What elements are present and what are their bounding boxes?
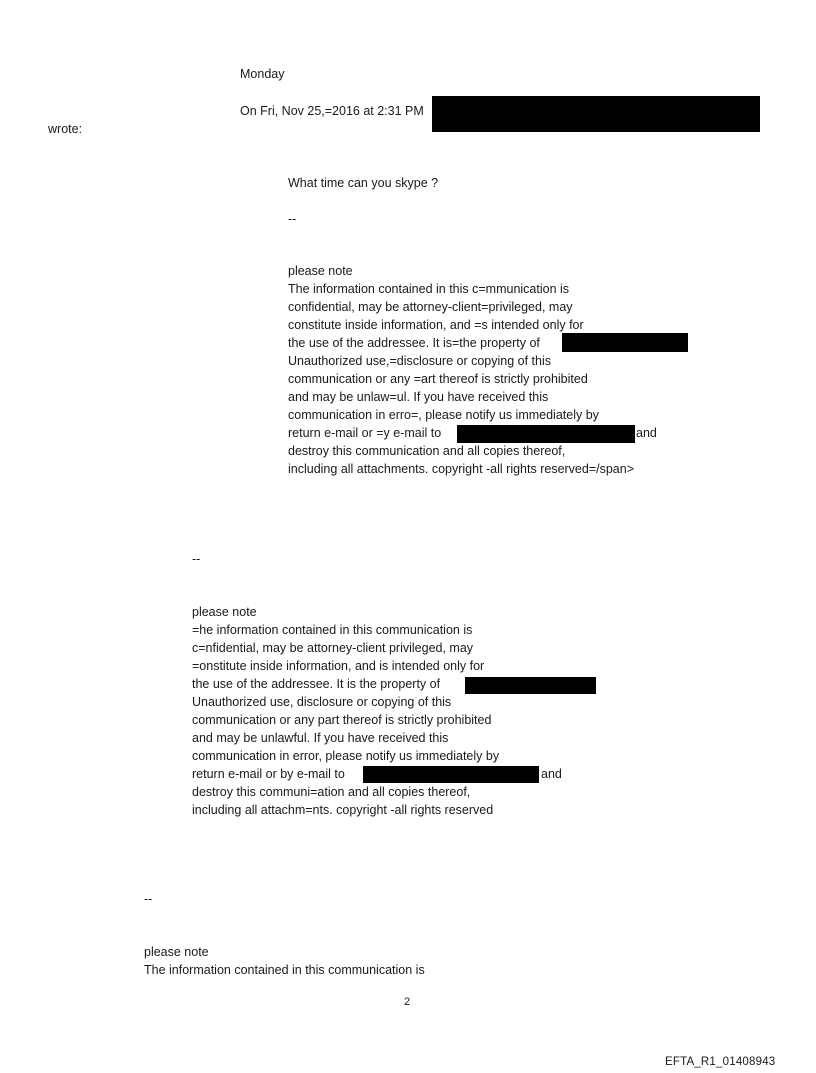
disclaimer-line: the use of the addressee. It is=the property of xyxy=(288,336,540,350)
redaction-email-2 xyxy=(363,766,539,783)
disclaimer-line: communication or any =art thereof is strictly prohibited xyxy=(288,372,588,386)
disclaimer-line: please note xyxy=(288,264,353,278)
disclaimer-line: return e-mail or by e-mail to xyxy=(192,767,345,781)
disclaimer-line-and: and xyxy=(541,767,562,781)
disclaimer-line: communication or any part thereof is strictly prohibited xyxy=(192,713,492,727)
reply-separator: -- xyxy=(288,212,297,226)
redaction-property-1 xyxy=(562,333,688,352)
disclaimer-line: please note xyxy=(144,945,209,959)
disclaimer-line: communication in erro=, please notify us immediately by xyxy=(288,408,599,422)
disclaimer-line: including all attachm=nts. copyright -all rights reserved xyxy=(192,803,494,817)
disclaimer-line: return e-mail or =y e-mail to xyxy=(288,426,442,440)
disclaimer-line: the use of the addressee. It is the property of xyxy=(192,677,441,691)
disclaimer-line: and may be unlawful. If you have received this xyxy=(192,731,449,745)
disclaimer-line: including all attachments. copyright -all rights reserved=/span> xyxy=(288,462,635,476)
wrote-label: wrote: xyxy=(48,122,83,136)
disclaimer-line: The information contained in this c=mmunication is xyxy=(288,282,570,296)
disclaimer-line: and may be unlaw=ul. If you have received this xyxy=(288,390,549,404)
disclaimer-line: constitute inside information, and =s intended only for xyxy=(288,318,584,332)
redaction-property-2 xyxy=(465,677,596,694)
document-id: EFTA_R1_01408943 xyxy=(665,1056,776,1068)
disclaimer-line: please note xyxy=(192,605,257,619)
disclaimer-line: communication in error, please notify us immediately by xyxy=(192,749,500,763)
disclaimer-line: =he information contained in this communication is xyxy=(192,623,473,637)
redaction-sender xyxy=(432,96,760,132)
disclaimer-line: Unauthorized use, disclosure or copying of this xyxy=(192,695,452,709)
disclaimer-line: destroy this communi=ation and all copies thereof, xyxy=(192,785,471,799)
separator-3: -- xyxy=(144,892,153,906)
day-label: Monday xyxy=(240,67,285,81)
disclaimer-line: Unauthorized use,=disclosure or copying of this xyxy=(288,354,551,368)
page-number: 2 xyxy=(404,996,411,1008)
disclaimer-line-and: and xyxy=(636,426,657,440)
disclaimer-line: =onstitute inside information, and is intended only for xyxy=(192,659,485,673)
disclaimer-line: c=nfidential, may be attorney-client privileged, may xyxy=(192,641,474,655)
disclaimer-line: destroy this communication and all copies thereof, xyxy=(288,444,566,458)
redaction-email-1 xyxy=(457,425,635,443)
disclaimer-line: The information contained in this communication is xyxy=(144,963,425,977)
on-date-line: On Fri, Nov 25,=2016 at 2:31 PM xyxy=(240,104,424,118)
disclaimer-line: confidential, may be attorney-client=privileged, may xyxy=(288,300,573,314)
separator-2: -- xyxy=(192,552,201,566)
reply-question: What time can you skype ? xyxy=(288,176,439,190)
